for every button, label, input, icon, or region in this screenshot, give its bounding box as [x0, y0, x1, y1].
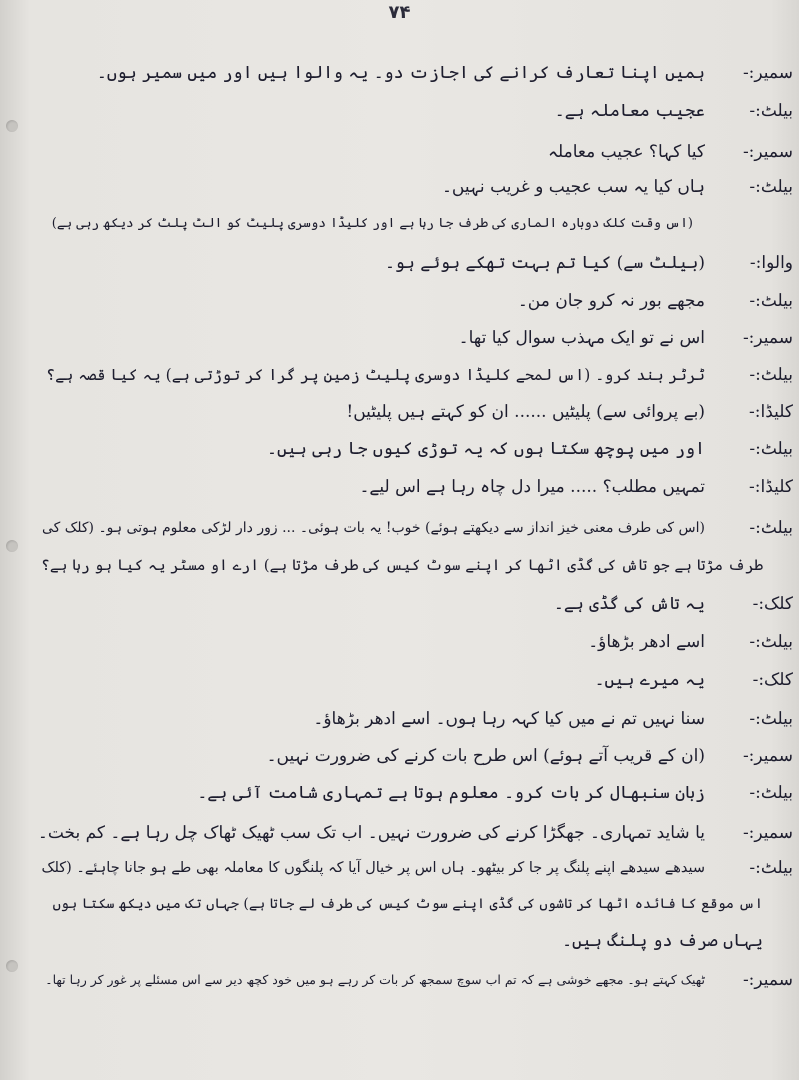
script-line — [28, 741, 793, 771]
script-line-continuation — [28, 889, 793, 919]
dialogue-text: عجیب معاملہ ہے۔ — [554, 101, 705, 121]
script-line — [28, 172, 793, 202]
dialogue-text: زبان سنبھال کر بات کرو۔ معلوم ہوتا ہے تمہاری شامت آئی ہے۔ — [197, 783, 705, 803]
script-line — [28, 397, 793, 427]
script-line-continuation — [28, 926, 793, 956]
script-line — [28, 665, 793, 695]
speaker-name: سمیر:- — [742, 328, 793, 348]
script-line — [28, 853, 793, 883]
dialogue-text: سیدھے سیدھے اپنے پلنگ پر جا کر بیٹھو۔ ہاں اس پر خیال آیا کہ پلنگوں کا معاملہ بھی طے ہو جانا چاہئے۔ (کلک — [41, 860, 705, 876]
script-line — [28, 58, 793, 88]
script-line — [28, 627, 793, 657]
dialogue-text: اس موقع کا فائدہ اٹھا کر تاشوں کی گڈی اپنے سوٹ کیس کی طرف لے جاتا ہے) جہاں تک میں دیکھ سکتا ہوں — [52, 896, 763, 912]
dialogue-text: کیا کہا؟ عجیب معاملہ — [548, 142, 705, 162]
speaker-name: بیلٹ:- — [749, 439, 793, 459]
speaker-name: بیلٹ:- — [749, 101, 793, 121]
script-line — [28, 513, 793, 543]
speaker-name: بیلٹ:- — [749, 858, 793, 878]
dialogue-text: (بے پروائی سے) پلیٹیں ...... ان کو کہتے ہیں پلیٹیں! — [346, 402, 705, 422]
dialogue-text: یہ تاش کی گڈی ہے۔ — [553, 594, 705, 614]
dialogue-text: ہمیں اپنا تعارف کرانے کی اجازت دو۔ یہ والوا ہیں اور میں سمیر ہوں۔ — [96, 63, 705, 83]
dialogue-text: اسے ادھر بڑھاؤ۔ — [588, 632, 705, 652]
script-line — [28, 360, 793, 390]
speaker-name: بیلٹ:- — [749, 783, 793, 803]
speaker-name: سمیر:- — [742, 142, 793, 162]
speaker-name: سمیر:- — [742, 970, 793, 990]
speaker-name: سمیر:- — [742, 823, 793, 843]
speaker-name: سمیر:- — [742, 746, 793, 766]
script-line — [28, 818, 793, 848]
dialogue-text: یا شاید تمہاری۔ جھگڑا کرنے کی ضرورت نہیں۔ اب تک سب ٹھیک ٹھاک چل رہا ہے۔ کم بخت۔ — [37, 823, 705, 843]
dialogue-text: طرف مڑتا ہے جو تاش کی گڈی اٹھا کر اپنے سوٹ کیس کی طرف مڑتا ہے) ارے او مسٹر یہ کیا ہو رہا ہے؟ — [41, 556, 763, 574]
speaker-name: بیلٹ:- — [749, 291, 793, 311]
stage-direction — [28, 209, 793, 239]
speaker-name: کلک:- — [752, 670, 793, 690]
dialogue-text: اس نے تو ایک مہذب سوال کیا تھا۔ — [458, 328, 705, 348]
script-line — [28, 323, 793, 353]
script-line — [28, 704, 793, 734]
speaker-name: سمیر:- — [742, 63, 793, 83]
script-line — [28, 137, 793, 167]
script-line — [28, 472, 793, 502]
dialogue-text: (اس کی طرف معنی خیز انداز سے دیکھتے ہوئے) خوب! یہ بات ہوئی۔ ... زور دار لڑکی معلوم ہوتی ہو۔ (کلک کی — [41, 520, 705, 536]
dialogue-text: سنا نہیں تم نے میں کیا کہہ رہا ہوں۔ اسے ادھر بڑھاؤ۔ — [313, 709, 705, 729]
dialogue-text: (بیلٹ سے) کیا تم بہت تھکے ہوئے ہو۔ — [384, 253, 705, 273]
speaker-name: بیلٹ:- — [749, 177, 793, 197]
script-line — [28, 248, 793, 278]
dialogue-text: تمہیں مطلب؟ ..... میرا دل چاہ رہا ہے اس لیے۔ — [359, 477, 705, 497]
dialogue-text: مجھے بور نہ کرو جان من۔ — [517, 291, 705, 311]
script-line — [28, 434, 793, 464]
dialogue-text: (ان کے قریب آتے ہوئے) اس طرح بات کرنے کی ضرورت نہیں۔ — [266, 746, 705, 766]
speaker-name: بیلٹ:- — [749, 518, 793, 538]
speaker-name: بیلٹ:- — [749, 709, 793, 729]
speaker-name: بیلٹ:- — [749, 632, 793, 652]
speaker-name: بیلٹ:- — [749, 365, 793, 385]
speaker-name: کلیڈا:- — [749, 477, 793, 497]
script-line — [28, 589, 793, 619]
dialogue-text: ٹرٹر بند کرو۔ (اس لمحے کلیڈا دوسری پلیٹ زمین پر گرا کر توڑتی ہے) یہ کیا قصہ ہے؟ — [46, 366, 705, 384]
dialogue-text: اور میں پوچھ سکتا ہوں کہ یہ توڑی کیوں جا رہی ہیں۔ — [267, 439, 705, 459]
stage-direction-text: (اس وقت کلک دوبارہ الماری کی طرف جا رہا ہے اور کلیڈا دوسری پلیٹ کو الٹ پلٹ کر دیکھ رہی ہے) — [51, 216, 693, 231]
dialogue-text: ہاں کیا یہ سب عجیب و غریب نہیں۔ — [441, 177, 705, 197]
script-line — [28, 778, 793, 808]
script-line — [28, 965, 793, 995]
dialogue-text: یہاں صرف دو پلنگ ہیں۔ — [562, 931, 763, 951]
script-line — [28, 286, 793, 316]
dialogue-text: ٹھیک کہتے ہو۔ مجھے خوشی ہے کہ تم اب سوچ سمجھ کر بات کر رہے ہو میں خود کچھ دیر سے اس مسئلے پر غور کر رہا تھا۔ — [45, 972, 705, 987]
script-line — [28, 96, 793, 126]
page-number: ۷۴ — [388, 2, 411, 23]
speaker-name: والوا:- — [749, 253, 793, 273]
speaker-name: کلیڈا:- — [749, 402, 793, 422]
dialogue-text: یہ میرے ہیں۔ — [594, 670, 705, 690]
script-line-continuation — [28, 550, 793, 580]
speaker-name: کلک:- — [752, 594, 793, 614]
